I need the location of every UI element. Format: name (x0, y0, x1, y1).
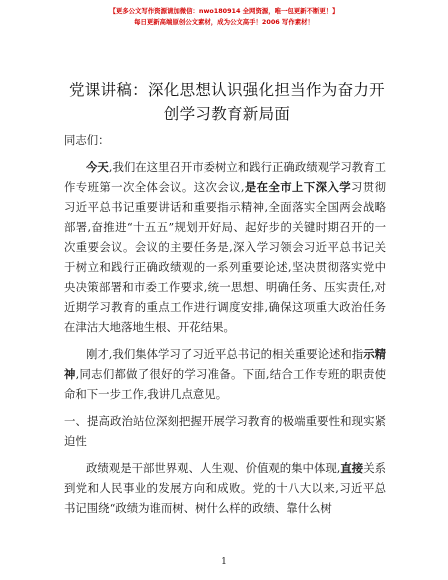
paragraph-section1-part1: 政绩观是干部世界观、人生观、价值观的集中体现, (86, 461, 341, 475)
promo-banner-line2: 每日更新高端原创公文素材，成为公文高手！2006 写作素材！ (134, 18, 314, 26)
section-heading-1 (64, 411, 386, 451)
document-title (62, 78, 392, 126)
page-number: 1 (221, 557, 227, 567)
paragraph-opening-bold: 是在全市上下深入学 (244, 180, 351, 194)
paragraph-opening-part2: 习贯彻习近平总书记重要讲话和重要指示精神,全面落实全国两会战略部署,奋推进“十五五”规划开好局、起好步的关键时期召开的一次重要会议。会议的主要任务是,深入学习领会习近平总书记关于树立和践行正确政绩观的一系列重要论述,坚决贯彻落实党中央决策部署和市委工作要求,统一思想、明确任务、压实责任,对近期学习教育的重点工作进行调度安排,确保这项重大政治任务在津沽大地落地生根、开花结果。 (64, 180, 386, 334)
paragraph-section1 (64, 458, 386, 518)
promo-banner-line1: 【更多公文写作资源请加微信：nwo180914 全网资源，唯一包更新不断更！】 (109, 7, 339, 15)
document-body (64, 130, 386, 525)
greeting (64, 130, 386, 150)
paragraph-section1-bold: 直接 (340, 461, 364, 475)
paragraph-transition-part1: 刚才,我们集体学习了习近平总书记的相关重要论述和指 (86, 347, 364, 361)
section-heading-1-text: 一、提高政治站位深刻把握开展学习教育的极端重要性和现实紧迫性 (64, 414, 386, 448)
greeting-text: 同志们： (64, 133, 110, 147)
paragraph-opening-lead: 今天 (86, 160, 109, 174)
paragraph-transition (64, 344, 386, 404)
title-line2: 创学习教育新局面 (163, 105, 291, 123)
paragraph-transition-part2: ,同志们都做了很好的学习准备。下面,结合工作专班的职责使命和下一步工作,我讲几点意见。 (64, 367, 386, 401)
paragraph-transition-bold: 示精神 (64, 347, 386, 381)
paragraph-section1-part2: 关系到党和人民事业的发展方向和成败。党的十八大以来,习近平总书记围绕“政绩为谁而树、树什么样的政绩、靠什么树 (64, 461, 386, 515)
paragraph-opening-part1: ,我们在这里召开市委树立和践行正确政绩观学习教育工作专班第一次全体会议。这次会议, (64, 160, 386, 194)
paragraph-opening (64, 157, 386, 337)
title-line1: 党课讲稿：深化思想认识强化担当作为奋力开 (68, 81, 385, 99)
promo-banner (0, 6, 448, 28)
